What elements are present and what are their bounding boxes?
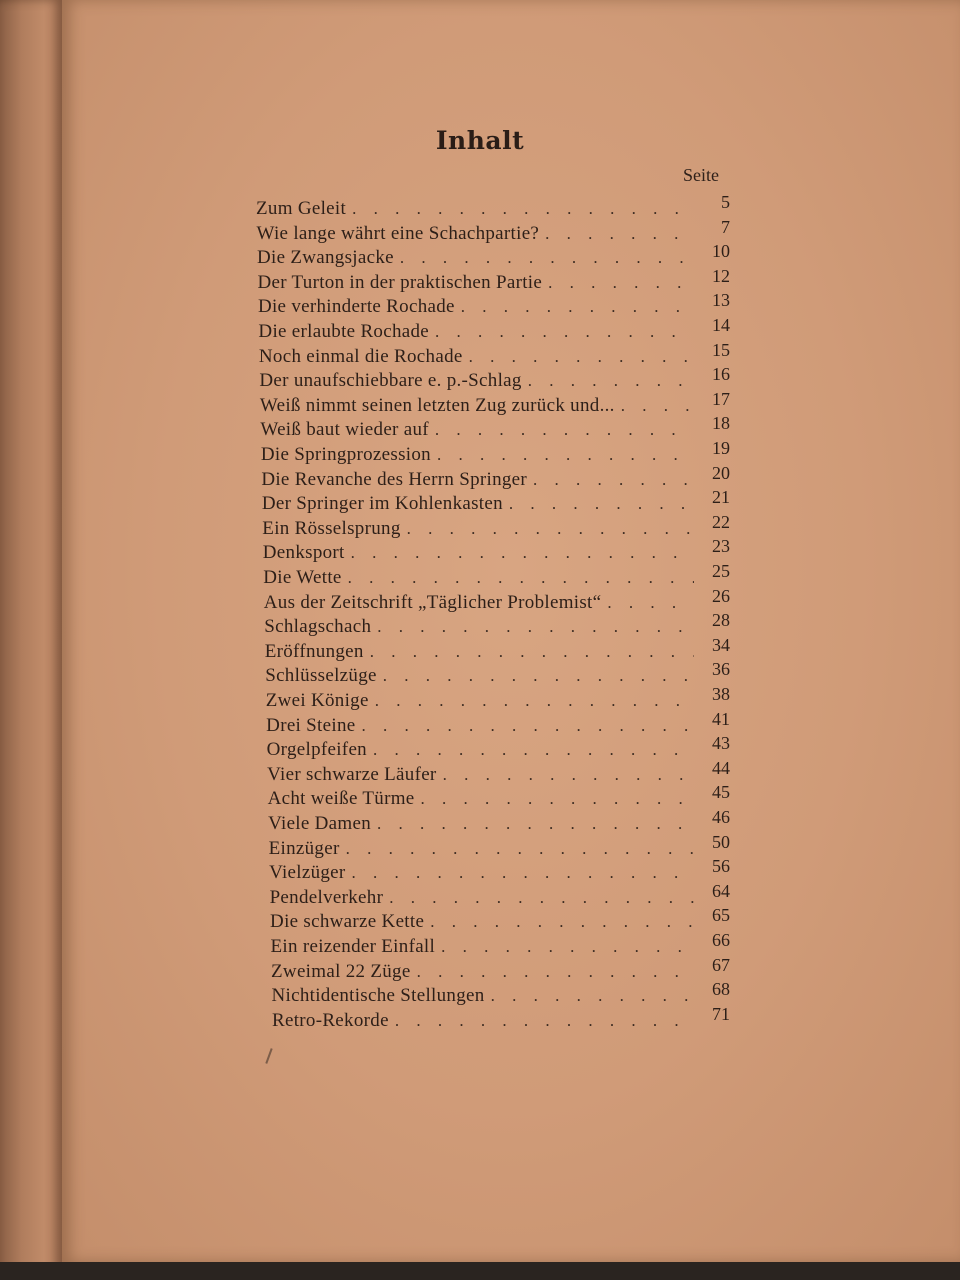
dot-leader <box>346 840 694 860</box>
toc-entry-page-number: 25 <box>711 561 730 581</box>
toc-entry-title: Orgelpfeifen <box>266 739 367 761</box>
dot-leader <box>389 889 694 909</box>
toc-entry-title: Denksport <box>262 542 345 564</box>
toc-entry-page-number: 26 <box>711 585 730 606</box>
dot-leader <box>621 397 694 417</box>
dot-leader <box>435 421 694 441</box>
toc-entry-title: Nichtidentische Stellungen <box>271 985 485 1007</box>
toc-entry-page-number: 20 <box>711 462 730 483</box>
dot-leader <box>407 520 694 540</box>
toc-entry-page-number: 41 <box>711 708 730 729</box>
toc-entry-page-number: 5 <box>721 192 730 212</box>
dot-leader <box>533 471 694 491</box>
toc-entry-title: Ein reizender Einfall <box>270 936 436 957</box>
toc-entry <box>264 634 730 663</box>
toc-entry-page-number: 36 <box>711 659 730 680</box>
toc-entry <box>267 782 730 810</box>
toc-entry <box>260 413 730 441</box>
dot-leader <box>417 963 694 983</box>
toc-entry <box>262 511 730 540</box>
dot-leader <box>430 913 694 933</box>
toc-entry <box>258 315 730 343</box>
toc-entry-page-number: 28 <box>711 610 730 631</box>
toc-entry-title: Vielzüger <box>269 862 346 884</box>
dot-leader <box>443 766 694 786</box>
toc-entry-title: Der Springer im Kohlenkasten <box>261 493 503 515</box>
toc-entry <box>271 954 730 983</box>
toc-entry <box>266 708 730 737</box>
dot-leader <box>370 643 694 663</box>
page-title: Inhalt <box>435 126 525 155</box>
dot-leader <box>509 495 694 515</box>
dot-leader <box>441 938 694 958</box>
dot-leader <box>373 741 694 761</box>
toc-entry-title: Der Turton in der praktischen Partie <box>257 271 543 293</box>
dot-leader <box>375 692 694 712</box>
toc-entry <box>259 388 730 417</box>
dot-leader <box>348 569 694 589</box>
dot-leader <box>421 790 694 810</box>
toc-entry-page-number: 46 <box>711 807 730 827</box>
dot-leader <box>395 1012 694 1032</box>
dot-leader <box>607 594 694 614</box>
toc-entry <box>269 856 730 884</box>
toc-entry <box>264 610 730 638</box>
toc-entry <box>272 1003 730 1032</box>
toc-entry-title: Die Revanche des Herrn Springer <box>261 468 528 490</box>
dot-leader <box>491 987 694 1007</box>
toc-entry-title: Die erlaubte Rochade <box>258 321 430 342</box>
toc-entry-title: Aus der Zeitschrift „Täglicher Problemist“ <box>263 591 602 613</box>
toc-entry-page-number: 56 <box>711 856 730 877</box>
toc-entry-title: Weiß nimmt seinen letzten Zug zurück und... <box>259 394 615 416</box>
page-column-header: Seite <box>683 165 719 185</box>
dot-leader <box>377 618 694 638</box>
toc-entry-page-number: 7 <box>720 216 730 237</box>
toc-entry-page-number: 14 <box>711 315 730 335</box>
dot-leader <box>437 446 694 466</box>
toc-entry-page-number: 21 <box>711 487 730 508</box>
toc-entry-title: Weiß baut wieder auf <box>260 419 429 441</box>
toc-entry-page-number: 71 <box>712 1003 730 1024</box>
toc-entry-page-number: 13 <box>711 290 730 311</box>
toc-entry-page-number: 65 <box>711 905 730 926</box>
toc-entry-page-number: 43 <box>711 733 730 754</box>
toc-entry-page-number: 64 <box>711 880 730 901</box>
dot-leader <box>400 249 694 269</box>
toc-entry <box>260 438 730 466</box>
toc-entry <box>265 684 730 712</box>
dot-leader <box>469 348 694 368</box>
toc-entry-page-number: 38 <box>711 684 730 704</box>
toc-entry-page-number: 50 <box>711 831 730 852</box>
toc-entry <box>261 462 730 491</box>
toc-entry-title: Schlüsselzüge <box>265 665 377 687</box>
toc-entry-title: Pendelverkehr <box>269 886 384 908</box>
toc-entry <box>257 290 730 318</box>
toc-entry-title: Vier schwarze Läufer <box>267 763 437 785</box>
toc-entry-page-number: 10 <box>711 241 730 262</box>
toc-entry-title: Drei Steine <box>266 714 356 736</box>
toc-entry-page-number: 34 <box>711 634 730 655</box>
dot-leader <box>545 225 694 245</box>
dot-leader <box>461 298 694 318</box>
toc-entry <box>270 905 730 933</box>
toc-entry <box>258 339 730 368</box>
toc-entry-title: Zum Geleit <box>256 198 347 219</box>
table-surface <box>0 1262 960 1280</box>
toc-entry <box>259 364 730 392</box>
dot-leader <box>352 200 694 220</box>
dot-leader <box>352 864 694 884</box>
toc-entry-page-number: 19 <box>711 438 730 458</box>
toc-entry <box>267 757 730 786</box>
toc-entry <box>269 880 730 909</box>
toc-entry-page-number: 67 <box>711 954 730 975</box>
toc-entry-title: Ein Rösselsprung <box>262 517 401 539</box>
toc-entry <box>266 733 730 761</box>
toc-entry <box>270 930 730 958</box>
toc-entry <box>256 241 730 269</box>
dot-leader <box>435 323 694 343</box>
toc-entry-title: Einzüger <box>268 837 340 859</box>
toc-entry <box>265 659 730 687</box>
toc-entry <box>263 561 730 589</box>
toc-entry-page-number: 22 <box>711 511 730 532</box>
toc-entry <box>268 807 730 835</box>
toc-entry-page-number: 16 <box>711 364 730 385</box>
toc-entry-title: Noch einmal die Rochade <box>258 345 463 367</box>
toc-entry-page-number: 15 <box>711 339 730 360</box>
toc-entry-page-number: 45 <box>711 782 730 803</box>
dot-leader <box>351 544 694 564</box>
toc-entry <box>261 487 730 515</box>
toc-entry <box>256 216 730 245</box>
dot-leader <box>377 815 694 835</box>
table-of-contents <box>0 192 960 1046</box>
toc-entry <box>263 585 730 614</box>
toc-entry <box>262 536 730 564</box>
dot-leader <box>383 667 694 687</box>
toc-entry-page-number: 17 <box>711 388 730 409</box>
toc-entry-title: Die verhinderte Rochade <box>257 296 455 318</box>
dot-leader <box>361 717 694 737</box>
toc-entry-title: Der unaufschiebbare e. p.-Schlag <box>259 370 522 392</box>
toc-entry-title: Die schwarze Kette <box>270 911 425 933</box>
toc-entry-page-number: 23 <box>711 536 730 557</box>
toc-entry-title: Schlagschach <box>264 616 372 638</box>
toc-entry-title: Zweimal 22 Züge <box>271 960 411 982</box>
toc-entry <box>271 979 730 1007</box>
toc-entry-page-number: 12 <box>711 265 730 286</box>
toc-entry-page-number: 66 <box>711 930 730 950</box>
toc-entry-title: Retro-Rekorde <box>272 1009 389 1031</box>
toc-entry <box>268 831 730 860</box>
toc-entry-page-number: 18 <box>711 413 730 434</box>
toc-entry <box>256 192 730 220</box>
dot-leader <box>548 274 694 294</box>
toc-entry-title: Die Zwangsjacke <box>256 247 394 269</box>
toc-entry-title: Zwei Könige <box>265 690 369 711</box>
toc-entry-title: Acht weiße Türme <box>267 788 415 810</box>
toc-entry-page-number: 68 <box>711 979 730 1000</box>
dot-leader <box>528 372 694 392</box>
toc-entry-page-number: 44 <box>711 757 730 778</box>
toc-entry-title: Die Springprozession <box>260 444 431 465</box>
toc-entry-title: Viele Damen <box>268 813 372 834</box>
toc-entry-title: Wie lange währt eine Schachpartie? <box>256 222 540 244</box>
toc-entry-title: Die Wette <box>263 567 342 588</box>
toc-entry-title: Eröffnungen <box>264 640 364 662</box>
toc-entry <box>257 265 730 294</box>
